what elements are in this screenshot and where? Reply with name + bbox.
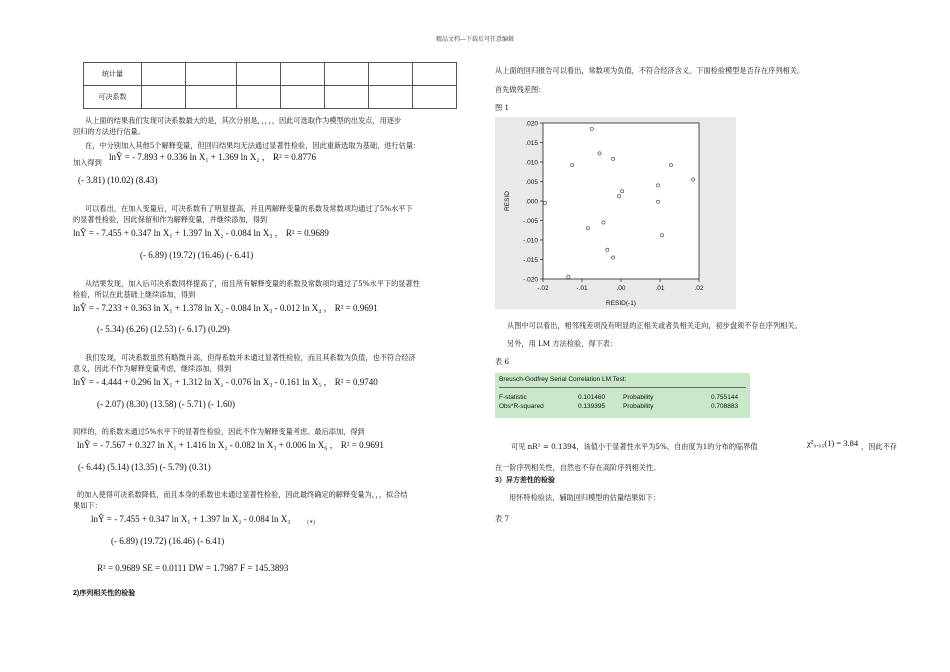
t-values-5: (- 6.44) (5.14) (13.35) (- 5.79) (0.31) xyxy=(78,462,211,472)
equation-4: lnŶ = - 4.444 + 0.296 ln X₁ + 1.312 ln X₂ - 0.076 ln X₃ - 0.161 ln X₅ ， R² = 0.9740 xyxy=(73,377,378,387)
lm-row-prob-label: Probability xyxy=(623,403,654,410)
equation-3: lnŶ = - 7.233 + 0.363 ln X₁ + 1.378 ln X₂ - 0.084 ln X₃ - 0.012 ln X₄ ， R² = 0.9691 xyxy=(73,303,378,313)
y-tick-label: -.010 xyxy=(523,237,538,245)
equation-2: lnŶ = - 7.455 + 0.347 ln X₁ + 1.397 ln X₂ - 0.084 ln X₃ ， R² = 0.9689 xyxy=(73,228,329,238)
t-values-2: (- 6.89) (19.72) (16.46) (- 6.41) xyxy=(140,250,254,260)
x-tick-label: .00 xyxy=(616,285,626,292)
t-values-3: (- 5.34) (6.26) (12.53) (- 6.17) (0.29) xyxy=(97,324,230,334)
y-axis-label: RESID xyxy=(504,191,511,211)
table-label: 表 6 xyxy=(495,357,510,366)
paragraph: 在一阶序列相关性，自然也不存在高阶序列相关性。 xyxy=(495,463,661,472)
t-values-final: (- 6.89) (19.72) (16.46) (- 6.41) xyxy=(111,536,225,546)
lm-row-prob-label: Probability xyxy=(623,394,654,401)
divider xyxy=(499,387,746,388)
equation-1: lnŶ = - 7.893 + 0.336 ln X₁ + 1.369 ln X₂ ， R² = 0.8776 xyxy=(109,152,317,162)
lm-row-prob-value: 0.755144 xyxy=(711,394,739,401)
t-values-1: (- 3.81) (10.02) (8.43) xyxy=(78,175,158,185)
paragraph: 的显著性检验，因此保留和作为解释变量，并继续添加，得到 xyxy=(73,215,268,224)
lm-row-prob-value: 0.708883 xyxy=(711,403,739,410)
equation-final: lnŶ = - 7.455 + 0.347 ln X₁ + 1.397 ln X₂ - 0.084 ln X₃ xyxy=(91,514,291,524)
figure-label: 图 1 xyxy=(495,103,510,112)
residual-scatter-chart xyxy=(495,117,736,309)
lm-row-value: 0.139395 xyxy=(578,403,606,410)
lm-test-table xyxy=(495,373,750,418)
table-row-label: 可决系数 xyxy=(84,86,142,109)
y-tick-label: -.020 xyxy=(523,276,538,284)
equation-tag: （*） xyxy=(303,519,320,527)
paragraph: 从结果发现，加入后可决系数同样提高了，而且所有解释变量的系数及常数项均通过了5%水平下的显著性 xyxy=(85,279,420,288)
paragraph: 果如下： xyxy=(73,501,102,510)
regression-statistics: R² = 0.9689 SE = 0.0111 DW = 1.7987 F = 145.3893 xyxy=(97,563,289,573)
chi-square-critical: χ²₀.₀₅(1) = 3.84 xyxy=(807,438,859,448)
paragraph: 可以看出，在加入变量后，可决系数有了明显提高，并且两解释变量的系数及常数项均通过了5%水平下 xyxy=(85,204,413,213)
x-axis-label: RESID(-1) xyxy=(606,300,636,307)
x-tick-label: .02 xyxy=(694,285,704,292)
paragraph: 加入得到 xyxy=(73,158,102,167)
paragraph: 我们发现，可决系数虽然有略微升高，但得系数并未通过显著性检验，而且其系数为负值，也不符合经济 xyxy=(85,353,416,362)
y-tick-label: -.015 xyxy=(523,256,538,264)
paragraph: 从图中可以看出，相邻残差项没有明显的正相关或者负相关走向，初步盘须不存在序列相关。 xyxy=(507,321,802,330)
section-heading: 2)序列相关性的检验 xyxy=(73,590,136,597)
paragraph: 可见 nR² = 0.1394，该值小于显著性水平为5%、自由度为1的分布的临界值 xyxy=(511,442,758,451)
x-tick-label: .01 xyxy=(655,285,665,292)
table-row-label: 统计量 xyxy=(84,63,142,86)
scatter-plot xyxy=(495,117,736,309)
lm-row-label: F-statistic xyxy=(499,394,527,401)
y-tick-label: .000 xyxy=(525,198,538,206)
statistics-table xyxy=(83,62,457,109)
paragraph: 回归的方法进行估量。 xyxy=(73,127,145,136)
paragraph: 首先做残差图： xyxy=(495,85,546,94)
section-heading: 3）异方差性的检验 xyxy=(495,477,555,484)
lm-test-title: Breusch-Godfrey Serial Correlation LM Test: xyxy=(499,376,627,383)
t-values-4: (- 2.07) (8.30) (13.58) (- 5.71) (- 1.60) xyxy=(97,399,235,409)
y-tick-label: .005 xyxy=(525,178,538,186)
lm-row-value: 0.101460 xyxy=(578,394,606,401)
table-label: 表 7 xyxy=(495,514,510,523)
paragraph: 意义，因此不作为解释变量考虑，继续添加，得到 xyxy=(73,364,232,373)
lm-row-label: Obs*R-squared xyxy=(499,403,544,410)
paragraph: ，因此不存 xyxy=(861,442,897,451)
paragraph: 在，中分别加入其他5个解释变量，但回归结果均无法通过显著性检验，因此重新选取为基础，进行估量： xyxy=(85,141,421,150)
equation-5: lnŶ = - 7.567 + 0.327 ln X₁ + 1.416 ln X₂ - 0.082 ln X₃ + 0.006 ln X₆ ， R² = 0.9691 xyxy=(77,440,384,450)
paragraph: 从上面的回归报告可以看出，常数项为负值，不符合经济含义。下面检验模型是否存在序列相关。 xyxy=(495,66,805,75)
x-tick-label: -.01 xyxy=(576,285,588,292)
paragraph: 用怀特检验法，辅助回归模型的估量结果如下： xyxy=(509,493,660,502)
y-tick-label: .015 xyxy=(525,139,538,147)
x-tick-label: -.02 xyxy=(537,285,549,292)
y-tick-label: -.005 xyxy=(523,217,538,225)
y-tick-label: .020 xyxy=(525,120,538,128)
y-tick-label: .010 xyxy=(525,159,538,167)
plot-area xyxy=(543,123,699,279)
paragraph: 同样的，的系数未通过5%水平下的显著性检验，因此不作为解释变量考虑。最后添加，得到 xyxy=(73,427,365,436)
paragraph: 另外，用 LM 方法检验，得下表： xyxy=(507,339,618,348)
page-header: 精品文档---下载后可任意编辑 xyxy=(435,36,515,43)
paragraph: 的加入使得可决系数降低，而且本身的系数也未通过显著性检验，因此最终确定的解释变量为，，，拟合结 xyxy=(77,490,408,499)
paragraph: 从上面的结果我们发现可决系数最大的是，其次分别是，，，，，因此可选取作为模型的出发点，用逐步 xyxy=(85,116,402,125)
paragraph: 检验，所以在此基础上继续添加，得到 xyxy=(73,290,196,299)
